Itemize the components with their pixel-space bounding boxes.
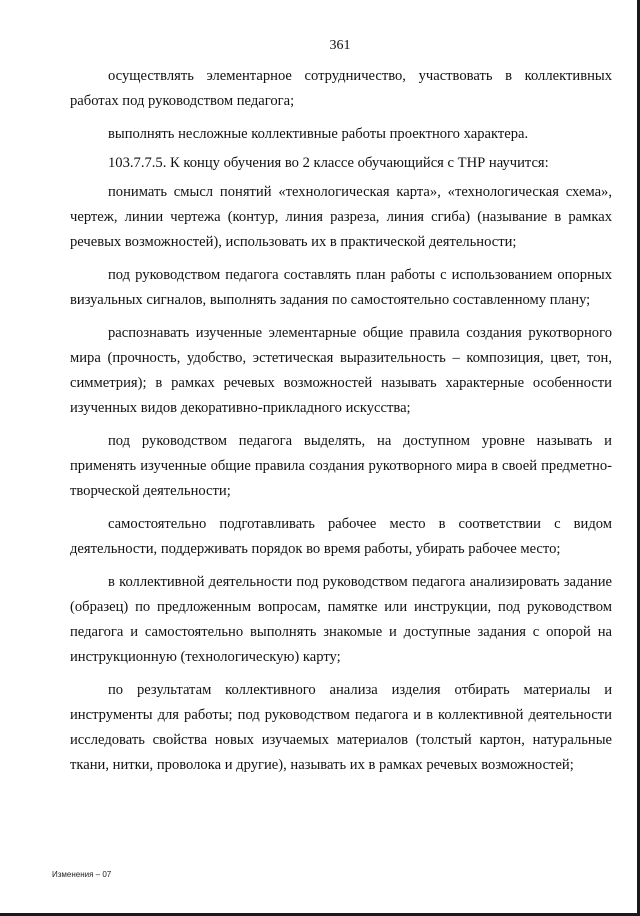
paragraph: распознавать изученные элементарные общие правила создания рукотворного мира (прочность, удобство, эстетическая выразительность – композиция, цвет, тон, симметрия); в рамках речевых возможностей называть характерные особенности изученных видов декоративно-прикладного искусства;: [70, 325, 612, 416]
footer-revision-note: Изменения – 07: [52, 870, 112, 879]
paragraph: в коллективной деятельности под руководством педагога анализировать задание (образец) по предложенным вопросам, памятке или инструкции, под руководством педагога и самостоятельно выполнять знакомые и доступные задания с опорой на инструкционную (технологическую) карту;: [70, 574, 612, 665]
paragraph: выполнять несложные коллективные работы проектного характера.: [108, 126, 529, 142]
paragraph: осуществлять элементарное сотрудничество, участвовать в коллективных работах под руководством педагога;: [70, 68, 612, 109]
document-body: [70, 64, 612, 786]
paragraph: понимать смысл понятий «технологическая карта», «технологическая схема», чертеж, линии чертежа (контур, линия разреза, линия сгиба) (называние в рамках речевых возможностей), использовать их в практической деятельности;: [70, 184, 612, 250]
paragraph: по результатам коллективного анализа изделия отбирать материалы и инструменты для работы; под руководством педагога и в коллективной деятельности исследовать свойства новых изучаемых материалов (толстый картон, натуральные ткани, нитки, проволока и другие), называть их в рамках речевых возможностей;: [70, 682, 612, 773]
paragraph: под руководством педагога составлять план работы с использованием опорных визуальных сигналов, выполнять задания по самостоятельно составленному плану;: [70, 267, 612, 308]
paragraph: под руководством педагога выделять, на доступном уровне называть и применять изученные общие правила создания рукотворного мира в своей предметно-творческой деятельности;: [70, 433, 612, 499]
paragraph: самостоятельно подготавливать рабочее место в соответствии с видом деятельности, поддерживать порядок во время работы, убирать рабочее место;: [70, 516, 612, 557]
section-heading: 103.7.7.5. К концу обучения во 2 классе обучающийся с ТНР научится:: [108, 155, 549, 171]
page-number: 361: [329, 38, 351, 53]
